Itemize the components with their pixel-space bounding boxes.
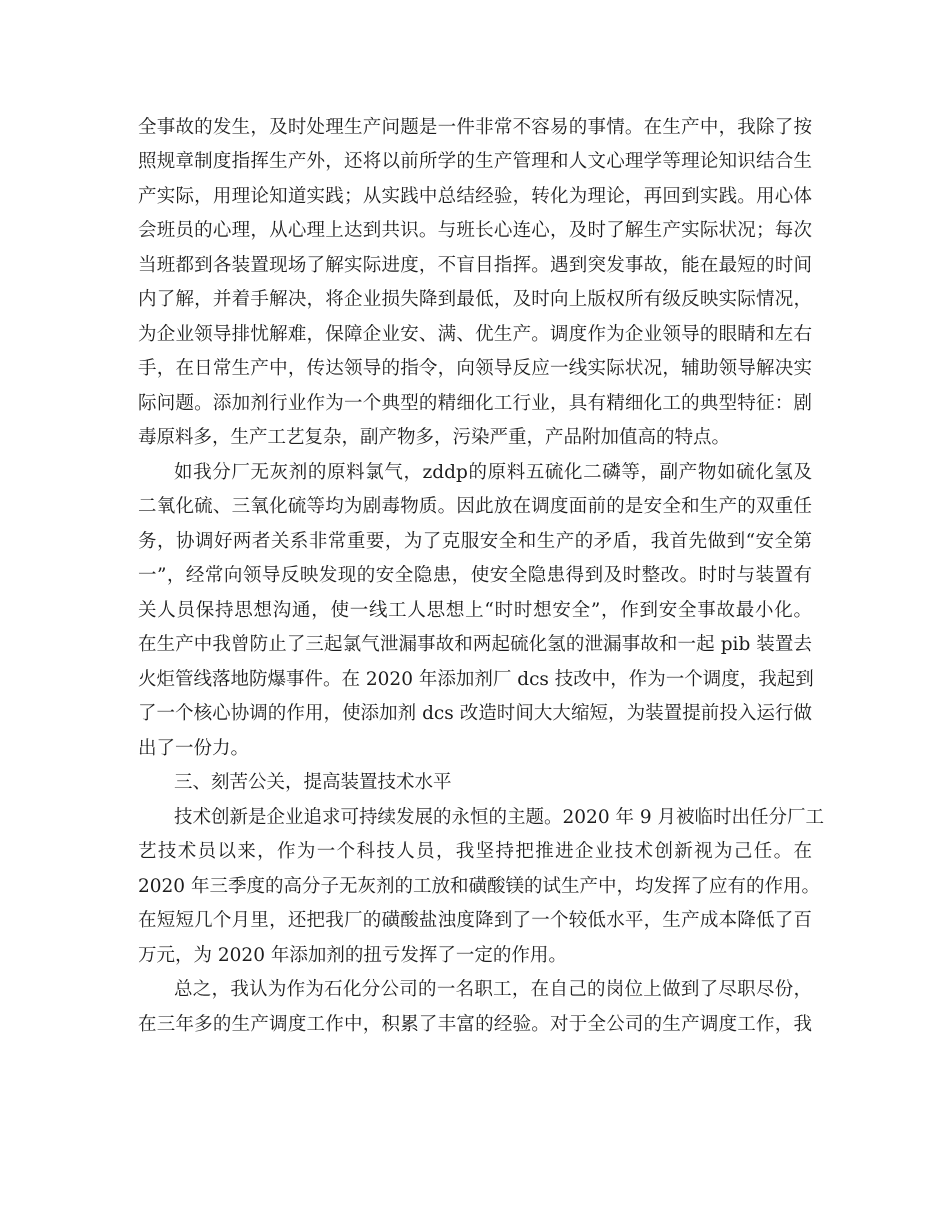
text-line: 内了解，并着手解决，将企业损失降到最低，及时向上版权所有级反映实际情况， bbox=[138, 289, 812, 310]
text-line: 了一个核心协调的作用，使添加剂 dcs 改造时间大大缩短，为装置提前投入运行做 bbox=[138, 703, 812, 724]
paragraph-first-line: 如我分厂无灰剂的原料氯气，zddp的原料五硫化二磷等，副产物如硫化氢及 bbox=[174, 462, 812, 483]
text-line: 在短短几个月里，还把我厂的磺酸盐浊度降到了一个较低水平，生产成本降低了百 bbox=[138, 910, 812, 931]
text-line: 产实际，用理论知道实践；从实践中总结经验，转化为理论，再回到实践。用心体 bbox=[138, 186, 812, 207]
text-line: 万元，为 2020 年添加剂的扭亏发挥了一定的作用。 bbox=[138, 945, 567, 966]
text-line: 艺技术员以来，作为一个科技人员，我坚持把推进企业技术创新视为己任。在 bbox=[138, 841, 812, 862]
paragraph-first-line: 总之，我认为作为石化分公司的一名职工，在自己的岗位上做到了尽职尽份， bbox=[174, 979, 812, 1000]
text-line: 毒原料多，生产工艺复杂，副产物多，污染严重，产品附加值高的特点。 bbox=[138, 427, 731, 448]
text-line: 为企业领导排忧解难，保障企业安、满、优生产。调度作为企业领导的眼睛和左右 bbox=[138, 324, 812, 345]
section-heading: 三、刻苦公关，提高装置技术水平 bbox=[174, 772, 452, 793]
text-line: 2020 年三季度的高分子无灰剂的工放和磺酸镁的试生产中，均发挥了应有的作用。 bbox=[138, 876, 820, 897]
text-line: 全事故的发生，及时处理生产问题是一件非常不容易的事情。在生产中，我除了按 bbox=[138, 117, 812, 138]
text-line: 关人员保持思想沟通，使一线工人思想上“时时想安全”，作到安全事故最小化。 bbox=[138, 600, 812, 621]
text-line: 当班都到各装置现场了解实际进度，不盲目指挥。遇到突发事故，能在最短的时间 bbox=[138, 255, 812, 276]
text-line: 际问题。添加剂行业作为一个典型的精细化工行业，具有精细化工的典型特征：剧 bbox=[138, 393, 812, 414]
text-line: 火炬管线落地防爆事件。在 2020 年添加剂厂 dcs 技改中，作为一个调度，我起到 bbox=[138, 669, 814, 690]
text-line: 会班员的心理，从心理上达到共识。与班长心连心，及时了解生产实际状况；每次 bbox=[138, 220, 812, 241]
text-line: 出了一份力。 bbox=[138, 738, 250, 759]
text-line: 照规章制度指挥生产外，还将以前所学的生产管理和人文心理学等理论知识结合生 bbox=[138, 151, 812, 172]
text-line: 二氧化硫、三氧化硫等均为剧毒物质。因此放在调度面前的是安全和生产的双重任 bbox=[138, 496, 812, 517]
text-line: 一”，经常向领导反映发现的安全隐患，使安全隐患得到及时整改。时时与装置有 bbox=[138, 565, 812, 586]
text-line: 在三年多的生产调度工作中，积累了丰富的经验。对于全公司的生产调度工作，我 bbox=[138, 1014, 812, 1035]
paragraph-first-line: 技术创新是企业追求可持续发展的永恒的主题。2020 年 9 月被临时出任分厂工 bbox=[174, 807, 824, 828]
text-line: 务，协调好两者关系非常重要，为了克服安全和生产的矛盾，我首先做到“安全第 bbox=[138, 531, 812, 552]
text-line: 手，在日常生产中，传达领导的指令，向领导反应一线实际状况，辅助领导解决实 bbox=[138, 358, 812, 379]
text-line: 在生产中我曾防止了三起氯气泄漏事故和两起硫化氢的泄漏事故和一起 pib 装置去 bbox=[138, 634, 812, 655]
